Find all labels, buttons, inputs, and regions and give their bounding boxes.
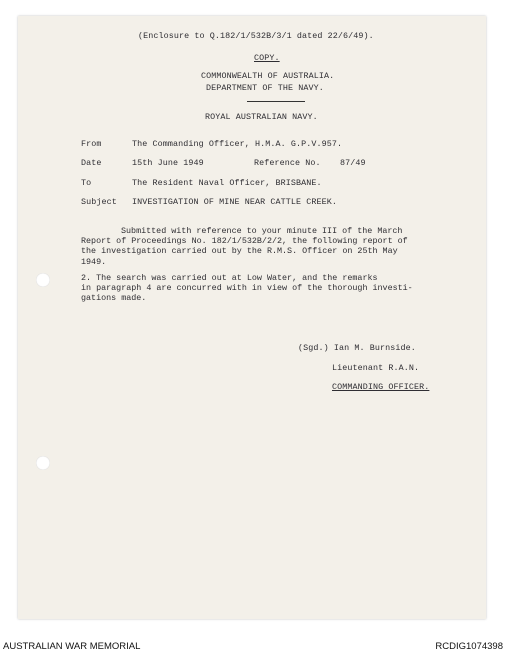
document-page [18,16,486,619]
subject-label: Subject [81,197,117,207]
paragraph-1-line: the investigation carried out by the R.M.S. Officer on 25th May [81,246,398,257]
reference-label: Reference No. [254,158,321,168]
copy-heading: COPY. [254,53,280,63]
heading-divider [247,101,305,102]
signature-signed: (Sgd.) Ian M. Burnside. [298,343,416,353]
footer-bar [0,638,507,654]
date-label: Date [81,158,102,168]
enclosure-line: (Enclosure to Q.182/1/532B/3/1 dated 22/6/49). [138,31,374,41]
punch-hole-upper [36,273,50,287]
paragraph-2-line: 2. The search was carried out at Low Water, and the remarks [81,273,378,283]
footer-institution: AUSTRALIAN WAR MEMORIAL [3,641,141,652]
paragraph-1-line: Submitted with reference to your minute III of the March [121,226,403,236]
service-heading: ROYAL AUSTRALIAN NAVY. [205,112,318,122]
from-label: From [81,139,102,149]
commonwealth-heading: COMMONWEALTH OF AUSTRALIA. [201,71,335,81]
paragraph-1 [81,226,408,267]
paragraph-1-line: 1949. [81,256,107,267]
paragraph-1-line: Report of Proceedings No. 182/1/532B/2/2, the following report of [81,236,408,247]
reference-value: 87/49 [340,158,366,168]
paragraph-2-line: gations made. [81,293,147,304]
subject-value: INVESTIGATION OF MINE NEAR CATTLE CREEK. [132,197,338,207]
footer-record-id: RCDIG1074398 [435,641,503,652]
from-value: The Commanding Officer, H.M.A. G.P.V.957. [132,139,343,149]
date-value: 15th June 1949 [132,158,204,168]
department-heading: DEPARTMENT OF THE NAVY. [206,83,324,93]
signature-title: COMMANDING OFFICER. [332,382,430,392]
to-value: The Resident Naval Officer, BRISBANE. [132,178,322,188]
signature-rank: Lieutenant R.A.N. [332,363,420,373]
punch-hole-lower [36,456,50,470]
paragraph-2 [81,273,413,304]
to-label: To [81,178,92,188]
paragraph-2-line: in paragraph 4 are concurred with in view of the thorough investi- [81,283,413,294]
